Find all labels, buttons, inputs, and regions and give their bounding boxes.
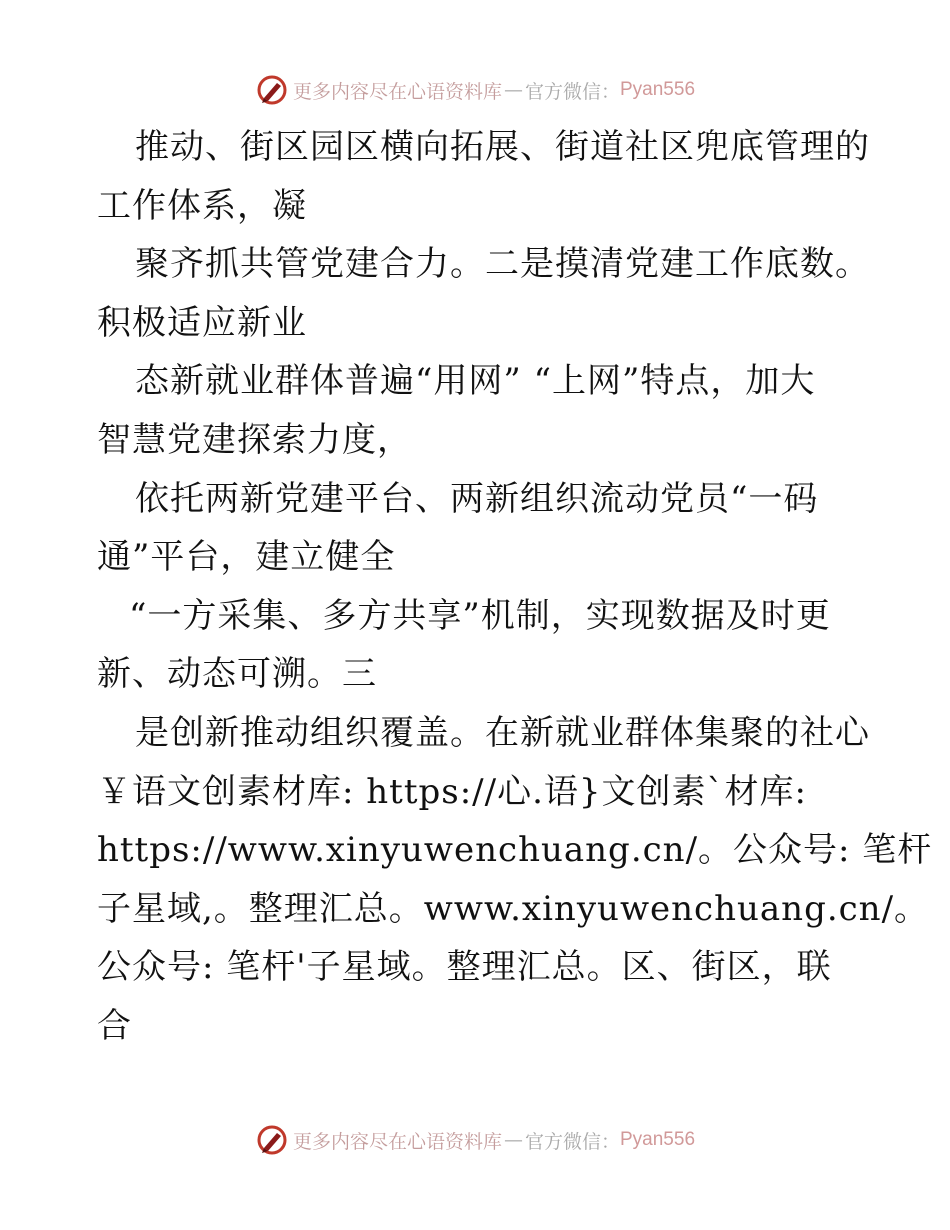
watermark-handle: Pyan556: [620, 1129, 696, 1150]
watermark-brand-text: 更多内容尽在心语资料库: [292, 1130, 502, 1153]
text-line: 推动、街区园区横向拓展、街道社区兜底管理的: [135, 127, 870, 167]
watermark-separator: —: [503, 1129, 523, 1151]
watermark-handle: Pyan556: [620, 79, 696, 100]
text-line: ￥语文创素材库: https://心.语}文创素`材库:: [97, 771, 807, 812]
text-line: “一方采集、多方共享”机制，实现数据及时更: [129, 595, 831, 636]
text-line: 是创新推动组织覆盖。在新就业群体集聚的社心: [135, 712, 870, 753]
circle-pen-logo-icon: [255, 1123, 289, 1157]
text-line: 依托两新党建平台、两新组织流动党员“一码: [135, 478, 819, 519]
circle-pen-logo-icon: [255, 73, 289, 107]
text-line: 智慧党建探索力度，: [97, 419, 412, 460]
text-line: 聚齐抓共管党建合力。二是摸清党建工作底数。: [135, 244, 870, 285]
text-line: 公众号: 笔杆'子星域。整理汇总。区、街区，联: [97, 947, 832, 988]
document-body: [97, 118, 933, 1056]
text-line: 子星域,。整理汇总。www.xinyuwenchuang.cn/。: [97, 888, 930, 929]
watermark-separator: —: [503, 79, 523, 101]
text-line: https://www.xinyuwenchuang.cn/。公众号: 笔杆: [97, 830, 933, 871]
watermark-brand-text: 更多内容尽在心语资料库: [292, 80, 502, 103]
text-line: 态新就业群体普遍“用网” “上网”特点，加大: [135, 361, 816, 402]
text-line: 工作体系，凝: [97, 185, 307, 226]
header-watermark: [0, 70, 950, 110]
text-line: 合: [97, 1005, 132, 1046]
text-line: 积极适应新业: [97, 302, 307, 343]
watermark-official-label: 官方微信：: [524, 1130, 620, 1153]
watermark-official-label: 官方微信：: [524, 80, 620, 103]
text-line: 新、动态可溯。三: [97, 654, 377, 695]
text-line: 通”平台，建立健全: [97, 537, 396, 578]
footer-watermark: [0, 1120, 950, 1160]
